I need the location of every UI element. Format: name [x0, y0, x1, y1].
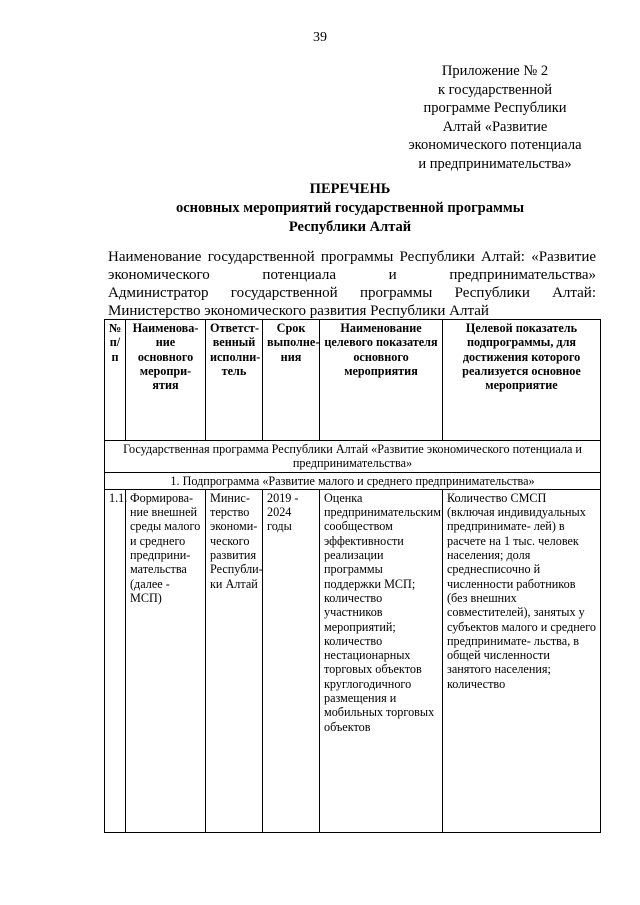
subprogram-cell: 1. Подпрограмма «Развитие малого и среднего предпринимательства» — [105, 472, 601, 489]
program-cell: Государственная программа Республики Алтай «Развитие экономического потенциала и предпринимательства» — [105, 441, 601, 473]
page-number: 39 — [313, 30, 327, 45]
table-row — [105, 489, 601, 832]
appendix-line: Приложение № 2 — [441, 63, 549, 79]
cell-measure-name: Формирова- ние внешней среды малого и среднего предприни- мательства (далее - МСП) — [126, 489, 206, 832]
header-target: Целевой показатель подпрограммы, для достижения которого реализуется основное мероприятие — [443, 320, 601, 441]
appendix-line: экономического потенциала — [408, 137, 582, 153]
appendix-line: к государственной — [437, 81, 552, 98]
appendix-line: программе Республики — [423, 100, 567, 116]
header-measure-name: Наименова- ние основного меропри- ятия — [126, 320, 206, 441]
administrator-name: Министерство экономического развития Республики Алтай — [108, 303, 489, 319]
cell-target: Количество СМСП (включая индивидуальных предпринимате- лей) в расчете на 1 тыс. человек населения; доля среднесписочно й численности работников (без внешних совместителей), занятых у субъектов малого и среднего предпринимате- льства, в общей численности занятого населения; количество — [443, 489, 601, 832]
measures-table — [104, 319, 601, 833]
table-header-row — [105, 320, 601, 441]
header-indicator: Наименование целевого показателя основного мероприятия — [320, 320, 443, 441]
cell-term: 2019 - 2024 годы — [263, 489, 320, 832]
cell-num: 1.1. — [105, 489, 126, 832]
appendix-line: Алтай «Развитие — [442, 118, 548, 135]
administrator-label: Администратор государственной программы Республики Алтай: — [108, 285, 596, 301]
cell-indicator: Оценка предпринимательским сообществом эффективности реализации программы поддержки МСП; количество участников мероприятий; количество нестационарных торговых объектов круглогодичного размещения и мобильных торговых объектов — [320, 489, 443, 832]
title-line: Республики Алтай — [288, 219, 412, 235]
title-line: основных мероприятий государственной программы — [175, 200, 525, 216]
header-responsible: Ответст- венный исполни- тель — [206, 320, 263, 441]
document-title — [100, 180, 600, 237]
appendix-block — [395, 62, 595, 173]
header-term: Срок выполне- ния — [263, 320, 320, 441]
program-row — [105, 441, 601, 473]
cell-responsible: Минис- терство экономи- ческого развития Республи- ки Алтай — [206, 489, 263, 832]
subprogram-row — [105, 472, 601, 489]
header-num: № п/п — [105, 320, 126, 441]
appendix-line: и предпринимательства» — [418, 155, 572, 172]
title-line: ПЕРЕЧЕНЬ — [309, 181, 391, 197]
program-name: Наименование государственной программы Республики Алтай: «Развитие экономического потенциала и предпринимательства» — [108, 249, 596, 283]
